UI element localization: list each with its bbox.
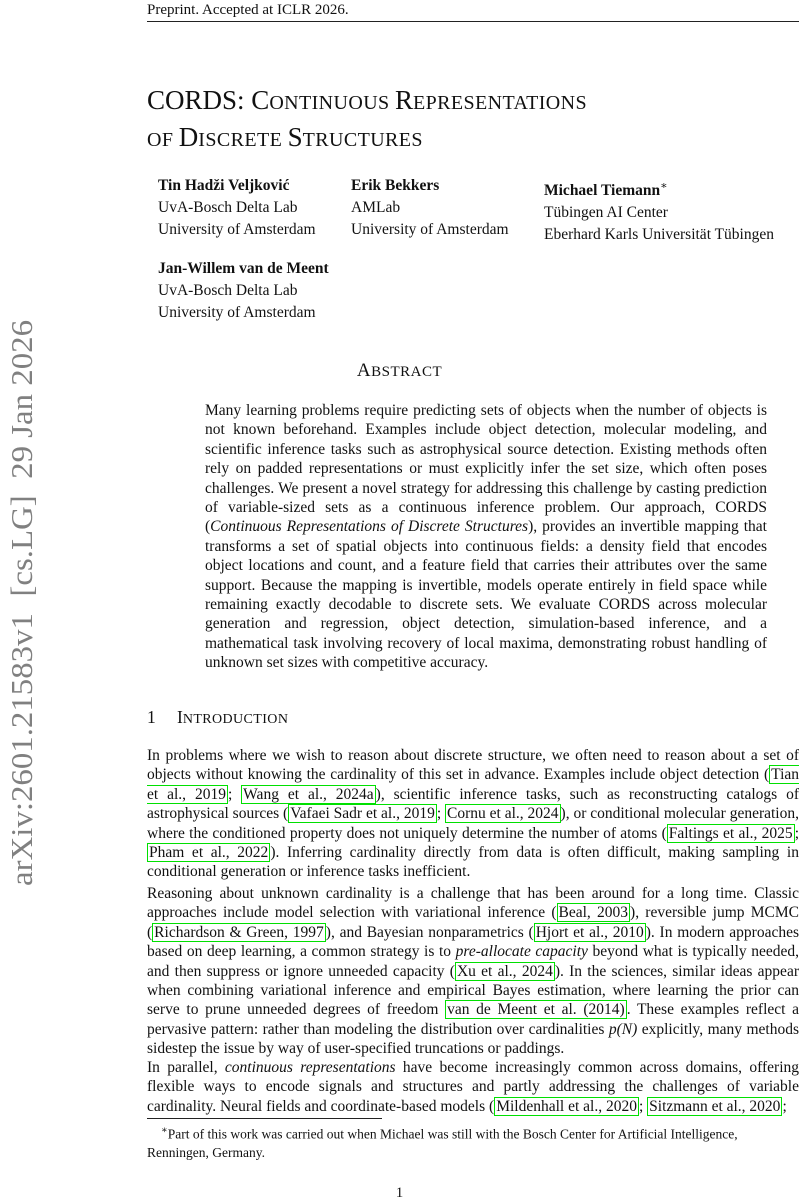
section-number: 1	[147, 707, 156, 727]
abstract-heading	[0, 360, 799, 382]
paragraph-text: ), or conditional molecular generation, where the conditioned property does not uniquely determine the number of atoms (	[147, 805, 799, 842]
abstract-text: Many learning problems require predicting sets of objects when the number of objects is not known beforehand. Examples include object detection, molecular modeling, and scientific inference tasks such as astrophysical source detection. Existing methods often rely on padded representations or must explicitly infer the set size, which often poses challenges. We present a novel strategy for addressing this challenge by casting prediction of variable-sized sets as a continuous inference problem. Our approach, CORDS (	[205, 402, 767, 536]
paragraph	[147, 1058, 799, 1116]
title-cap-r: R	[394, 85, 413, 115]
paragraph-text: ;	[794, 824, 799, 842]
emphasis-text: continuous representations	[224, 1059, 396, 1076]
math-expression: p(N)	[608, 1020, 638, 1038]
abstract-heading-cap: A	[356, 360, 372, 381]
paragraph-text: ;	[782, 1097, 787, 1115]
paragraph-text: ). In modern approaches based on deep learning, a common strategy is to	[147, 923, 799, 961]
author-affiliation: UvA-Bosch Delta Lab	[158, 282, 298, 299]
emphasis-text: pre-allocate capacity	[455, 943, 588, 961]
paragraph-text: ). In the sciences, similar ideas appear when combining variational inference and empirical Bayes estimation, where learning the prior can serve to prune unneeded degrees of freedom	[147, 962, 799, 1019]
paragraph-text: have become increasingly common across domains, offering flexible ways to encode signals and structures and partly addressing the challenges of variable cardinality. Neural fields and coordinate-based models (	[147, 1059, 799, 1115]
title-small-ontinuous: ONTINUOUS	[269, 92, 395, 114]
citation-link[interactable]: Mildenhall et al., 2020	[496, 1097, 637, 1115]
paragraph-text: explicitly, many methods sidestep the issue by way of user-specified truncations or paddings.	[147, 1020, 799, 1058]
citation-link[interactable]: Sitzmann et al., 2020	[649, 1097, 781, 1115]
title-small-tructures: TRUCTURES	[302, 129, 423, 151]
author-affiliation: AMLab	[351, 199, 401, 216]
paragraph-text: ), reversible jump MCMC (	[147, 904, 799, 941]
author-name: Jan-Willem van de Meent	[158, 260, 329, 277]
citation-link[interactable]: Xu et al., 2024	[456, 962, 553, 980]
section-heading	[147, 707, 288, 728]
abstract-heading-rest: BSTRACT	[371, 364, 443, 380]
citation-link[interactable]: Cornu et al., 2024	[447, 805, 559, 823]
citation-link[interactable]: Hjort et al., 2010	[535, 923, 644, 941]
paragraph-text: beyond what is typically needed, and then suppress or ignore unneeded capacity (	[147, 943, 799, 980]
title-cap-c: C	[251, 85, 270, 115]
section-title-rest: NTRODUCTION	[182, 712, 289, 727]
author-affiliation: University of Amsterdam	[351, 221, 509, 238]
author-name: Michael Tiemann	[544, 182, 661, 200]
paragraph-text: ;	[638, 1097, 648, 1115]
paper-title	[147, 83, 707, 157]
citation-link[interactable]: Wang et al., 2024a	[243, 785, 374, 803]
author-affiliation: Tübingen AI Center	[544, 204, 668, 222]
paragraph	[147, 746, 799, 882]
author-name: Erik Bekkers	[351, 177, 440, 194]
paragraph-text: ). Inferring cardinality directly from data is often difficult, making sampling in conditional generation or inference tasks inefficient.	[147, 844, 799, 881]
paragraph-text: ), and Bayesian nonparametrics (	[325, 923, 534, 941]
footnote	[147, 1122, 799, 1162]
author-affiliation: University of Amsterdam	[158, 304, 316, 321]
title-line-2	[147, 122, 423, 152]
citation-link[interactable]: Faltings et al., 2025	[668, 824, 793, 842]
footnote-mark: ∗	[161, 1125, 168, 1136]
paragraph-text: Reasoning about unknown cardinality is a challenge that has been around for a long time. Classic approaches include model selection with variational inference (	[147, 885, 799, 922]
title-small-of: OF	[147, 129, 179, 151]
header-text: Preprint. Accepted at ICLR 2026.	[147, 2, 349, 18]
author-block	[544, 175, 774, 246]
title-word-cords: CORDS	[147, 85, 238, 115]
arxiv-stamp	[4, 320, 40, 888]
arxiv-stamp-text: arXiv:2601.21583v1 [cs.LG] 29 Jan 2026	[4, 352, 39, 886]
page-number: 1	[395, 1185, 404, 1201]
title-cap-d: D	[178, 122, 199, 152]
title-cap-s: S	[287, 122, 303, 152]
author-block	[351, 175, 509, 241]
author-affiliation: University of Amsterdam	[158, 221, 316, 238]
title-small-iscrete: ISCRETE	[198, 129, 288, 151]
citation-link[interactable]: Beal, 2003	[558, 904, 629, 922]
citation-link[interactable]: Richardson & Green, 1997	[154, 923, 324, 941]
citation-link[interactable]: Tian et al., 2019	[147, 766, 799, 803]
running-header	[147, 0, 799, 22]
paragraph-text: In problems where we wish to reason about discrete structure, we often need to reason about a set of objects without knowing the cardinality of this set in advance. Examples include object detection (	[147, 747, 799, 784]
section-title-cap: I	[177, 707, 183, 727]
abstract-body	[205, 401, 767, 673]
footnote-mark: ∗	[660, 180, 668, 192]
paragraph-text: ), scientific inference tasks, such as reconstructing catalogs of astrophysical sources (	[147, 785, 799, 823]
abstract-italic: Continuous Representations of Discrete Structures	[210, 518, 529, 536]
author-block	[158, 258, 329, 324]
author-affiliation: Eberhard Karls Universität Tübingen	[544, 226, 774, 244]
citation-link[interactable]: Pham et al., 2022	[149, 844, 269, 862]
title-colon: :	[237, 85, 252, 115]
paragraph-text: . These examples reflect a pervasive pattern: rather than modeling the distribution over cardinalities	[147, 1001, 799, 1038]
author-block	[158, 175, 316, 241]
footnote-text: Part of this work was carried out when Michael was still with the Bosch Center for Artificial Intelligence, Renningen, Germany.	[147, 1126, 738, 1160]
footnote-rule	[147, 1118, 382, 1119]
paragraph	[147, 884, 799, 1059]
author-name: Tin Hadži Veljković	[158, 177, 290, 194]
author-affiliation: UvA-Bosch Delta Lab	[158, 199, 298, 216]
paragraph-text: In parallel,	[147, 1059, 225, 1076]
title-small-epresentations: EPRESENTATIONS	[413, 92, 588, 114]
title-line-1	[147, 85, 587, 115]
citation-link[interactable]: van de Meent et al. (2014)	[447, 1001, 625, 1019]
paragraph-text: ;	[436, 805, 446, 823]
abstract-text: ), provides an invertible mapping that transforms a set of spatial objects into continuous fields: a density field that encodes object locations and count, and a feature field that carries their attributes over the same support. Because the mapping is invertible, models operate entirely in field space while remaining exactly decodable to discrete sets. We evaluate CORDS across molecular generation and regression, object detection, simulation-based inference, and a mathematical task involving recovery of local maxima, demonstrating robust handling of unknown set sizes with competitive accuracy.	[205, 518, 767, 672]
citation-link[interactable]: Vafaei Sadr et al., 2019	[290, 805, 435, 823]
paragraph-text: ;	[227, 785, 242, 803]
arxiv-stamp-svg	[4, 320, 40, 888]
